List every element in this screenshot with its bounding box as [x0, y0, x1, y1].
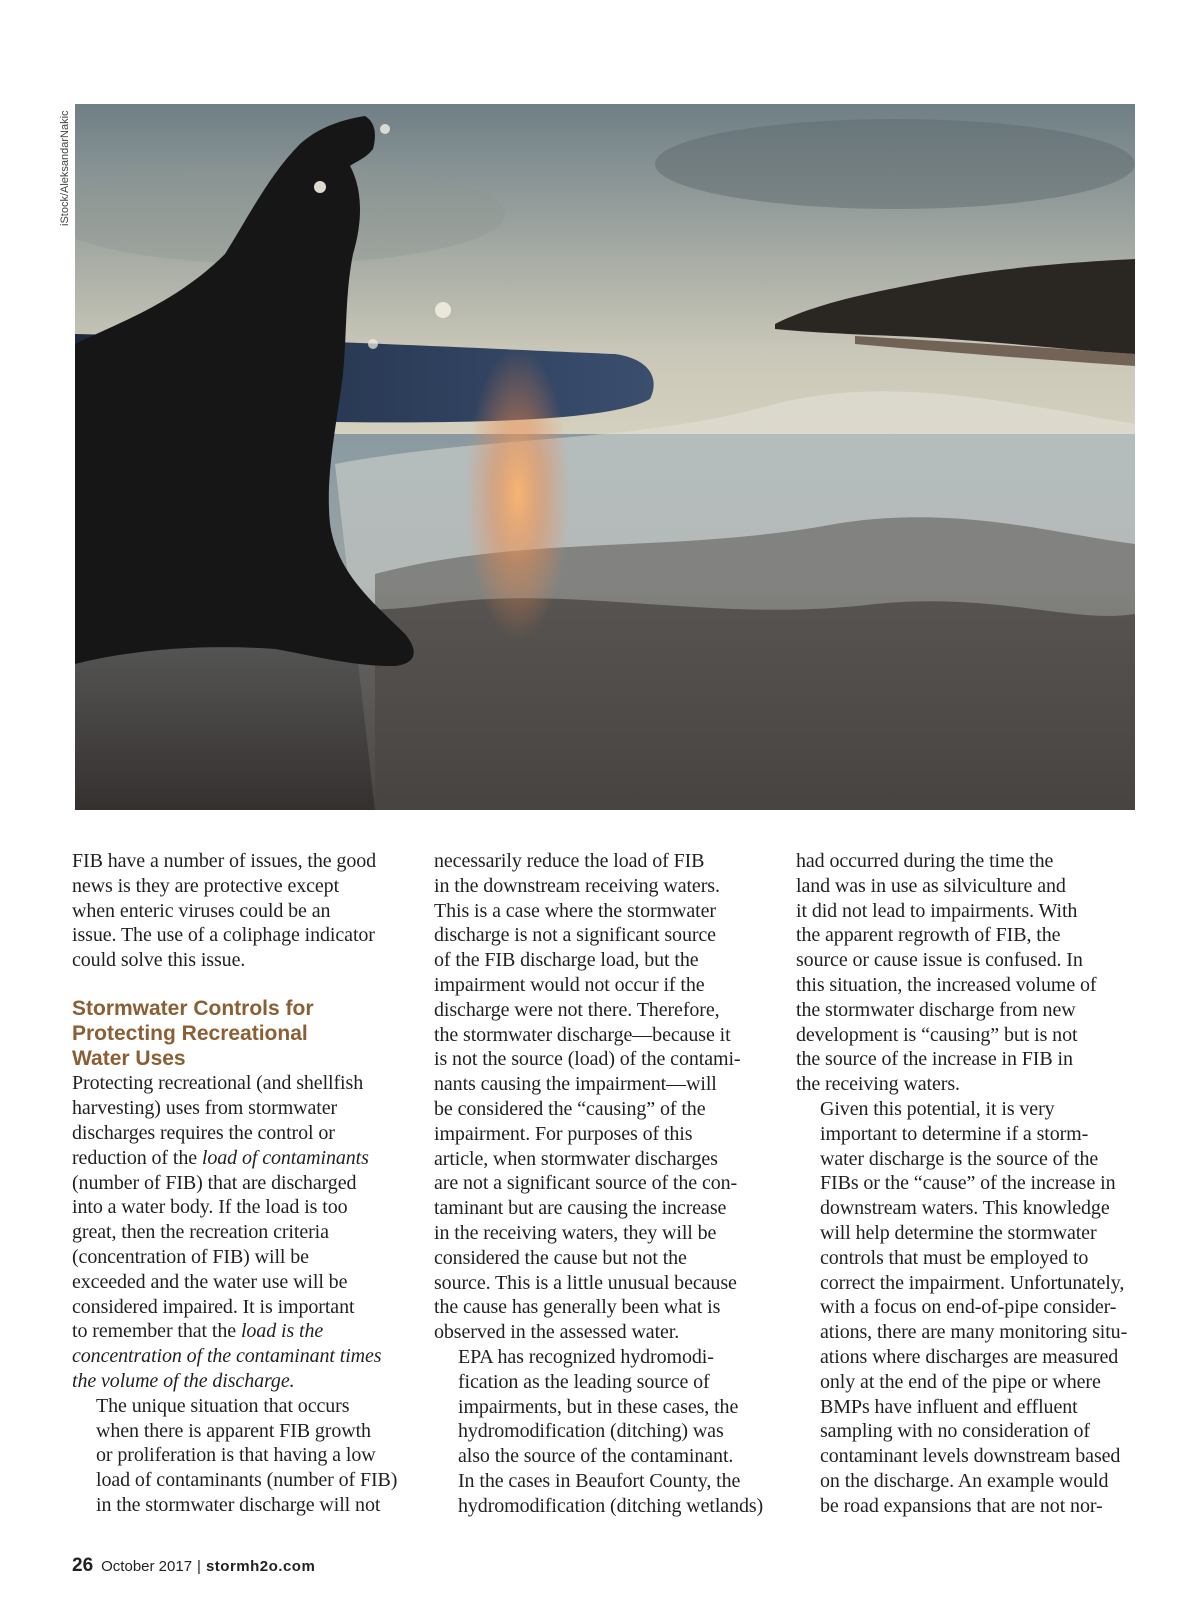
text-line: taminant but are causing the increase — [434, 1197, 727, 1220]
text-line: nants causing the impairment—will — [434, 1073, 717, 1096]
text-line: when enteric viruses could be an — [72, 899, 331, 922]
text-run: reduction of the — [72, 1146, 202, 1169]
text-line: controls that must be employed to — [820, 1246, 1089, 1269]
text-line: could solve this issue. — [72, 949, 246, 972]
column-2 — [434, 849, 774, 1519]
paragraph — [434, 1345, 774, 1519]
column-3 — [796, 849, 1136, 1519]
text-line: issue. The use of a coliphage indicator — [72, 924, 375, 947]
text-line: article, when stormwater discharges — [434, 1147, 718, 1170]
site-url: stormh2o.com — [205, 1558, 316, 1575]
text-line: are not a significant source of the con- — [434, 1172, 738, 1195]
column-1 — [72, 849, 412, 1518]
text-line: considered the cause but not the — [434, 1246, 687, 1269]
surfer-photo — [75, 104, 1135, 810]
paragraph — [796, 1097, 1136, 1519]
text-line: EPA has recognized hydromodi- — [458, 1345, 714, 1368]
text-line — [72, 1146, 412, 1171]
text-line: correct the impairment. Unfortunately, — [820, 1271, 1125, 1294]
text-line: In the cases in Beaufort County, the — [458, 1469, 741, 1492]
text-line: this situation, the increased volume of — [796, 973, 1097, 996]
text-line: into a water body. If the load is too — [72, 1196, 348, 1219]
text-line: the receiving waters. — [796, 1073, 960, 1096]
text-line: development is “causing” but is not — [796, 1023, 1078, 1046]
text-line: Given this potential, it is very — [820, 1097, 1055, 1120]
text-line: had occurred during the time the — [796, 850, 1054, 872]
text-line: BMPs have influent and effluent — [820, 1395, 1078, 1418]
text-line: harvesting) uses from stormwater — [72, 1097, 338, 1120]
text-run: to remember that the — [72, 1320, 241, 1343]
text-line: FIBs or the “cause” of the increase in — [820, 1172, 1116, 1195]
text-line: it did not lead to impairments. With — [796, 899, 1078, 922]
text-line: FIB have a number of issues, the good — [72, 850, 377, 872]
text-line: in the stormwater discharge will not — [96, 1493, 381, 1516]
issue-date: October 2017 — [101, 1558, 193, 1575]
italic-run: load of contaminants — [201, 1146, 369, 1169]
text-line: news is they are protective except — [72, 874, 340, 897]
text-line: contaminant levels downstream based — [820, 1445, 1121, 1468]
text-line: source. This is a little unusual because — [434, 1271, 737, 1294]
text-line: sampling with no consideration of — [820, 1420, 1090, 1443]
text-line: in the downstream receiving waters. — [434, 874, 720, 897]
heading-line: Water Uses — [72, 1046, 186, 1070]
text-line: The unique situation that occurs — [96, 1394, 350, 1417]
text-line: source or cause issue is confused. In — [796, 949, 1083, 972]
text-line: the source of the increase in FIB in — [796, 1048, 1073, 1071]
text-line: downstream waters. This knowledge — [820, 1197, 1110, 1220]
text-line: impairment would not occur if the — [434, 973, 705, 996]
text-line: in the receiving waters, they will be — [434, 1221, 717, 1244]
heading-line: Stormwater Controls for — [72, 996, 314, 1020]
text-line — [72, 1319, 412, 1344]
footer-separator: | — [197, 1558, 201, 1575]
text-line: when there is apparent FIB growth — [96, 1419, 371, 1442]
text-line: hydromodification (ditching wetlands) — [458, 1494, 764, 1517]
text-line: necessarily reduce the load of FIB — [434, 850, 705, 872]
text-line: discharges requires the control or — [72, 1121, 335, 1144]
text-line: also the source of the contaminant. — [458, 1445, 734, 1468]
text-line: the cause has generally been what is — [434, 1296, 721, 1319]
paragraph — [72, 1394, 412, 1518]
italic-run: the volume of the discharge. — [72, 1369, 295, 1392]
text-line: impairments, but in these cases, the — [458, 1395, 739, 1418]
text-line: Protecting recreational (and shellfish — [72, 1072, 364, 1095]
text-line: land was in use as silviculture and — [796, 874, 1066, 897]
text-line: water discharge is the source of the — [820, 1147, 1099, 1170]
italic-run: load is the — [240, 1320, 324, 1343]
text-line: observed in the assessed water. — [434, 1321, 680, 1344]
text-line: impairment. For purposes of this — [434, 1122, 693, 1145]
page-number: 26 — [72, 1555, 94, 1576]
paragraph — [72, 1071, 412, 1393]
text-line: ations where discharges are measured — [820, 1345, 1119, 1368]
text-line: of the FIB discharge load, but the — [434, 949, 699, 972]
text-line: important to determine if a storm- — [820, 1122, 1089, 1145]
text-line: discharge is not a significant source — [434, 924, 716, 947]
paragraph — [796, 849, 1136, 1097]
text-line: the apparent regrowth of FIB, the — [796, 924, 1061, 947]
text-line: will help determine the stormwater — [820, 1221, 1097, 1244]
text-line: with a focus on end-of-pipe consider- — [820, 1296, 1117, 1319]
text-line: only at the end of the pipe or where — [820, 1370, 1101, 1393]
text-line: exceeded and the water use will be — [72, 1270, 348, 1293]
text-line: fication as the leading source of — [458, 1370, 710, 1393]
text-line: load of contaminants (number of FIB) — [96, 1469, 398, 1492]
text-line: This is a case where the stormwater — [434, 899, 716, 922]
text-line — [72, 1369, 412, 1394]
text-line: (concentration of FIB) will be — [72, 1245, 309, 1268]
text-line: hydromodification (ditching) was — [458, 1420, 724, 1443]
text-line: is not the source (load) of the contami- — [434, 1048, 741, 1071]
text-line: ations, there are many monitoring situ- — [820, 1321, 1128, 1344]
text-line: or proliferation is that having a low — [96, 1444, 376, 1467]
paragraph — [72, 849, 412, 973]
text-line — [72, 1344, 412, 1369]
text-line: the stormwater discharge—because it — [434, 1023, 731, 1046]
page-footer — [72, 1555, 315, 1577]
italic-run: concentration of the contaminant times — [72, 1345, 382, 1368]
text-line: be considered the “causing” of the — [434, 1097, 706, 1120]
paragraph — [434, 849, 774, 1345]
text-line: on the discharge. An example would — [820, 1469, 1109, 1492]
section-heading — [72, 997, 412, 1071]
heading-line: Protecting Recreational — [72, 1021, 308, 1045]
text-line: (number of FIB) that are discharged — [72, 1171, 357, 1194]
text-line: the stormwater discharge from new — [796, 998, 1076, 1021]
article-body — [72, 849, 1136, 1529]
text-line: great, then the recreation criteria — [72, 1221, 329, 1244]
text-line: considered impaired. It is important — [72, 1295, 355, 1318]
photo-credit: iStock/AleksandarNakic — [59, 110, 71, 226]
text-line: be road expansions that are not nor- — [820, 1494, 1103, 1517]
text-line: discharge were not there. Therefore, — [434, 998, 720, 1021]
